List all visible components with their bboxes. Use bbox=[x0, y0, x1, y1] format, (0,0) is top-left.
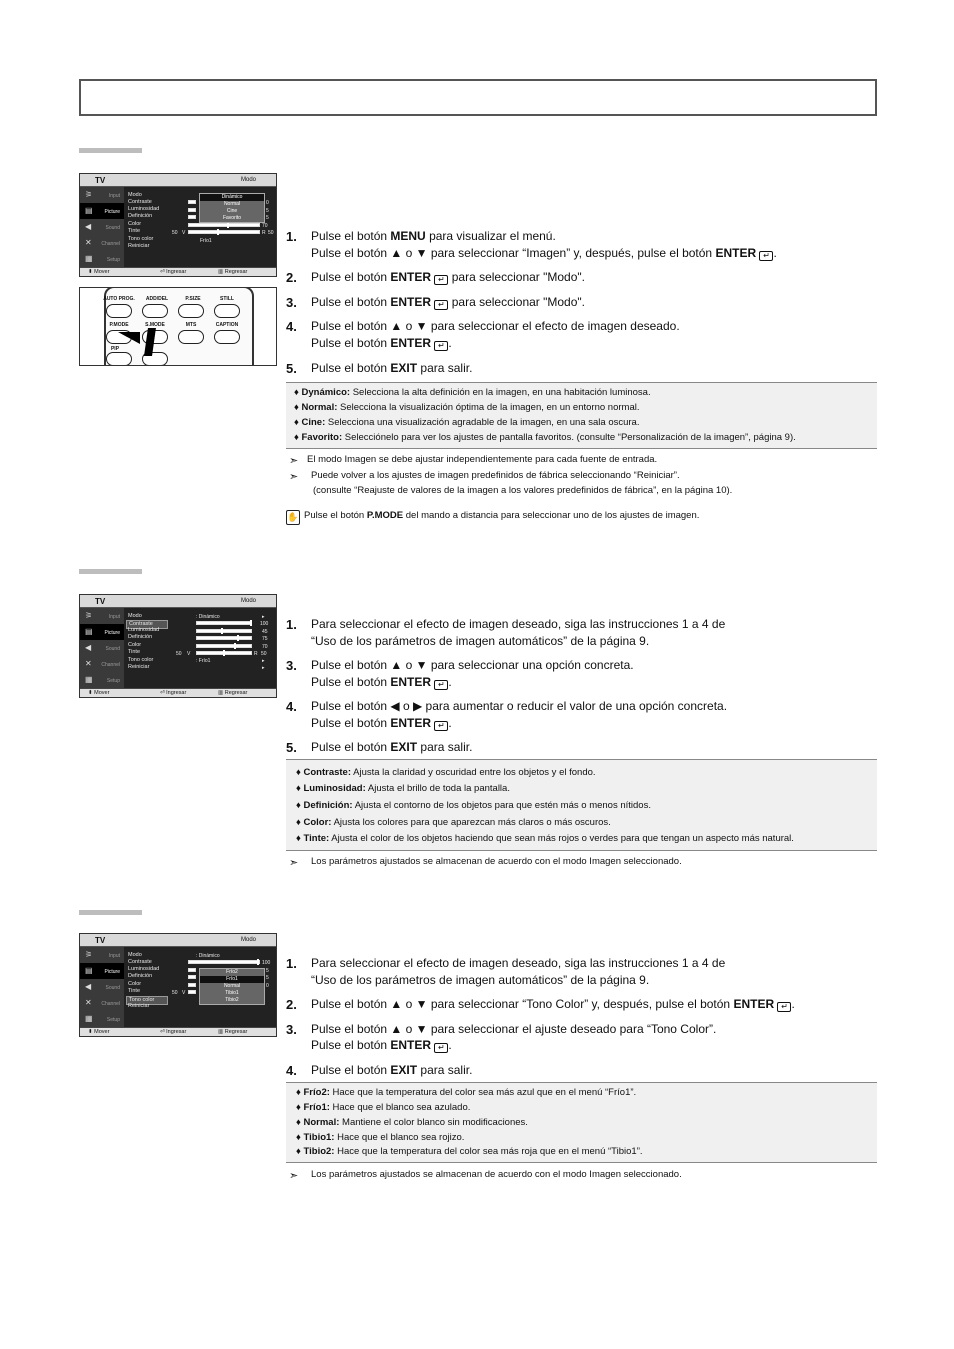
section-marker bbox=[79, 148, 142, 153]
osd-tint-right: 50 bbox=[268, 230, 274, 236]
osd-row-color: Color bbox=[128, 642, 142, 648]
osd-side-picture: Picture bbox=[104, 969, 120, 975]
bullet-item: ♦ Color: Ajusta los colores para que aparezcan más claros o más oscuros. bbox=[296, 817, 611, 828]
osd-side-input: Input bbox=[108, 614, 120, 620]
osd-value: 5 bbox=[266, 215, 269, 221]
setup-icon: ▦ bbox=[85, 1014, 93, 1023]
remote-button bbox=[142, 304, 168, 318]
step-number: 3. bbox=[286, 295, 297, 310]
remote-label: P.MODE bbox=[109, 322, 129, 328]
osd-value: 45 bbox=[262, 629, 268, 635]
osd-side-setup: Setup bbox=[106, 678, 120, 684]
osd-slider bbox=[188, 223, 260, 227]
osd-row-mode: Modo bbox=[128, 613, 142, 619]
remote-control-illustration bbox=[79, 287, 277, 366]
osd-value: 5 bbox=[266, 975, 269, 981]
osd-footer-return: ▥ Regresar bbox=[218, 690, 248, 696]
osd-menu bbox=[124, 947, 276, 1029]
osd-slider bbox=[196, 636, 252, 640]
bullet-item: ♦ Tibio2: Hace que la temperatura del color sea más roja que en el menú “Tibio1”. bbox=[296, 1146, 643, 1157]
osd-slider bbox=[188, 968, 196, 972]
remote-label: MTS bbox=[185, 322, 197, 328]
osd-side-setup: Setup bbox=[106, 257, 120, 263]
osd-row-contrast: Contraste bbox=[126, 620, 168, 629]
note-arrow-icon: ➣ bbox=[289, 1170, 299, 1182]
osd-slider bbox=[188, 230, 260, 234]
step-number: 4. bbox=[286, 319, 297, 334]
osd-footer bbox=[80, 267, 276, 276]
osd-tint-r: R bbox=[262, 230, 266, 236]
osd-menu bbox=[124, 187, 276, 269]
osd-option: Tibio2 bbox=[225, 997, 239, 1003]
osd-row-tint: Tinte bbox=[128, 988, 141, 994]
osd-arrow-icon: ▸ bbox=[262, 665, 265, 671]
osd-tv-label: TV bbox=[95, 936, 106, 945]
osd-slider bbox=[188, 983, 196, 987]
osd-tint-left: 50 bbox=[172, 230, 178, 236]
speaker-icon: ◀ bbox=[85, 643, 92, 652]
osd-side-input: Input bbox=[108, 953, 120, 959]
osd-option: Tibio1 bbox=[225, 990, 239, 996]
enter-icon: ↵ bbox=[434, 680, 448, 690]
osd-tint-right: 50 bbox=[261, 651, 267, 657]
osd-slider bbox=[188, 960, 260, 964]
bullet-item: ♦ Dynámico: Selecciona la alta definición en la imagen, en una habitación luminosa. bbox=[294, 387, 651, 398]
osd-row-tint: Tinte bbox=[128, 228, 141, 234]
osd-value: 100 bbox=[262, 960, 271, 966]
osd-value: 5 bbox=[266, 208, 269, 214]
enter-icon: ↵ bbox=[434, 300, 448, 310]
antenna-icon: ⚞ bbox=[85, 950, 93, 959]
osd-footer-return: ▥ Regresar bbox=[218, 269, 248, 275]
osd-side-sound: Sound bbox=[105, 225, 120, 231]
osd-tint-v: V bbox=[182, 230, 186, 236]
osd-mode-value: : Dinámico bbox=[196, 614, 220, 620]
osd-value: 70 bbox=[262, 644, 268, 650]
remote-hand-icon: ✋ bbox=[286, 510, 300, 525]
osd-side-sound: Sound bbox=[105, 985, 120, 991]
bullet-item: ♦ Normal: Selecciona la visualización óptima de la imagen, en un entorno normal. bbox=[294, 402, 640, 413]
bullet-item: ♦ Tibio1: Hace que el blanco sea rojizo. bbox=[296, 1132, 465, 1143]
speaker-icon: ◀ bbox=[85, 982, 92, 991]
osd-row-mode: Modo bbox=[128, 952, 142, 958]
osd-side-setup: Setup bbox=[106, 1017, 120, 1023]
osd-slider bbox=[196, 651, 252, 655]
tv-osd-panel-3 bbox=[79, 933, 277, 1037]
enter-icon: ↵ bbox=[759, 251, 773, 261]
osd-header bbox=[80, 595, 276, 608]
osd-row-tone: Tono color bbox=[128, 657, 154, 663]
mode-descriptions bbox=[286, 382, 877, 449]
remote-button bbox=[178, 330, 204, 344]
osd-option: Dinámico bbox=[200, 194, 264, 201]
section-marker bbox=[79, 569, 142, 574]
osd-option: Cine bbox=[226, 208, 238, 214]
remote-label: AUTO PROG. bbox=[103, 296, 135, 302]
osd-footer bbox=[80, 688, 276, 697]
osd-row-color: Color bbox=[128, 221, 142, 227]
remote-label: P.SIZE bbox=[185, 296, 201, 302]
antenna-icon: ⚞ bbox=[85, 190, 93, 199]
osd-value: 100 bbox=[260, 621, 269, 627]
speaker-icon: ◀ bbox=[85, 222, 92, 231]
osd-value: 75 bbox=[262, 636, 268, 642]
osd-row-tone: Tono color bbox=[128, 236, 154, 242]
osd-slider bbox=[196, 621, 252, 625]
osd-tint-v: V bbox=[187, 651, 191, 657]
osd-row-reset: Reiniciar bbox=[128, 1003, 150, 1009]
osd-row-tint: Tinte bbox=[128, 649, 141, 655]
tone-descriptions bbox=[286, 1082, 877, 1163]
osd-mode-dropdown bbox=[199, 193, 265, 223]
osd-footer bbox=[80, 1027, 276, 1036]
enter-icon: ↵ bbox=[777, 1002, 791, 1012]
antenna-icon: ⚞ bbox=[85, 611, 93, 620]
note-arrow-icon: ➣ bbox=[289, 857, 299, 869]
osd-slider bbox=[188, 990, 196, 994]
enter-icon: ↵ bbox=[434, 275, 448, 285]
osd-row-sharpness: Definición bbox=[128, 634, 153, 640]
setting-descriptions bbox=[286, 759, 877, 851]
osd-tv-label: TV bbox=[95, 176, 106, 185]
step-number: 4. bbox=[286, 1063, 297, 1078]
pointer-arrow bbox=[118, 332, 140, 344]
step-number: 4. bbox=[286, 699, 297, 714]
osd-footer-move: ⬍ Mover bbox=[88, 1029, 110, 1035]
setup-icon: ▦ bbox=[85, 254, 93, 263]
osd-row-color: Color bbox=[128, 981, 142, 987]
satellite-icon: ✕ bbox=[85, 659, 92, 668]
page-title-box bbox=[79, 79, 877, 116]
bullet-item: ♦ Luminosidad: Ajusta el brillo de toda la pantalla. bbox=[296, 783, 510, 794]
osd-slider bbox=[188, 975, 196, 979]
bullet-item: ♦ Tinte: Ajusta el color de los objetos haciendo que sean más rojos o verdes para que tengan un aspecto más natural. bbox=[296, 833, 794, 844]
bullet-item: ♦ Normal: Mantiene el color blanco sin modificaciones. bbox=[296, 1117, 528, 1128]
osd-tone-value: : Frío1 bbox=[196, 658, 211, 664]
bullet-item: ♦ Frío1: Hace que el blanco sea azulado. bbox=[296, 1102, 471, 1113]
osd-slider bbox=[188, 208, 196, 212]
remote-label: S.MODE bbox=[145, 322, 165, 328]
osd-option: Normal bbox=[223, 201, 241, 207]
osd-side-picture: Picture bbox=[104, 209, 120, 215]
bullet-item: ♦ Definición: Ajusta el contorno de los objetos para que estén más o menos nítidos. bbox=[296, 800, 651, 811]
setup-icon: ▦ bbox=[85, 675, 93, 684]
step-number: 1. bbox=[286, 956, 297, 971]
step-1: 1. Pulse el botón MENU para visualizar el menú. Pulse el botón ▲ o ▼ para seleccionar “Imagen” y, después, pulse el botón ENTER ↵ . bbox=[286, 229, 777, 260]
remote-label: CAPTION bbox=[215, 322, 239, 328]
step-number: 3. bbox=[286, 1022, 297, 1037]
bullet-item: ♦ Frío2: Hace que la temperatura del color sea más azul que en el menú “Frío1”. bbox=[296, 1087, 637, 1098]
osd-footer-move: ⬍ Mover bbox=[88, 690, 110, 696]
osd-tint-r: R bbox=[254, 651, 258, 657]
osd-footer-enter: ⏎ Ingresar bbox=[160, 1029, 187, 1035]
osd-mode-label: Modo bbox=[240, 177, 256, 183]
osd-value: 70 bbox=[262, 223, 268, 229]
note-arrow-icon: ➣ bbox=[289, 471, 299, 483]
osd-footer-move: ⬍ Mover bbox=[88, 269, 110, 275]
osd-slider bbox=[196, 644, 252, 648]
osd-tint-v: V bbox=[182, 990, 186, 996]
remote-button bbox=[106, 304, 132, 318]
step-number: 1. bbox=[286, 617, 297, 632]
osd-tone-value: Frío1 bbox=[200, 238, 212, 244]
osd-sidebar bbox=[80, 608, 124, 690]
remote-button bbox=[214, 304, 240, 318]
osd-sidebar bbox=[80, 947, 124, 1029]
osd-arrow-icon: ▸ bbox=[262, 614, 265, 620]
osd-slider bbox=[188, 200, 196, 204]
bullet-item: ♦ Favorito: Selecciónelo para ver los ajustes de pantalla favoritos. (consulte “Personalización de la imagen”, página 9). bbox=[294, 432, 796, 443]
osd-value: 0 bbox=[266, 983, 269, 989]
osd-sidebar bbox=[80, 187, 124, 269]
remote-label: ADD/DEL bbox=[145, 296, 169, 302]
osd-row-mode: Modo bbox=[128, 192, 142, 198]
osd-row-reset: Reiniciar bbox=[128, 243, 150, 249]
picture-icon: ▤ bbox=[85, 206, 93, 215]
tv-osd-panel-1 bbox=[79, 173, 277, 277]
osd-row-contrast: Contraste bbox=[128, 959, 152, 965]
osd-row-brightness: Luminosidad bbox=[128, 966, 160, 972]
osd-side-channel: Channel bbox=[101, 1001, 120, 1007]
osd-mode-label: Modo bbox=[240, 598, 256, 604]
osd-value: 0 bbox=[266, 200, 269, 206]
osd-side-channel: Channel bbox=[101, 241, 120, 247]
osd-side-channel: Channel bbox=[101, 662, 120, 668]
osd-tint-left: 50 bbox=[176, 651, 182, 657]
osd-option: Favorito bbox=[222, 215, 242, 221]
osd-footer-return: ▥ Regresar bbox=[218, 1029, 248, 1035]
osd-row-tone: Tono color bbox=[126, 996, 168, 1005]
osd-header bbox=[80, 934, 276, 947]
remote-button bbox=[214, 330, 240, 344]
osd-header bbox=[80, 174, 276, 187]
osd-side-picture: Picture bbox=[104, 630, 120, 636]
osd-row-brightness: Luminosidad bbox=[128, 206, 160, 212]
osd-menu bbox=[124, 608, 276, 690]
osd-row-brightness: Luminosidad bbox=[128, 627, 160, 633]
osd-side-sound: Sound bbox=[105, 646, 120, 652]
enter-icon: ↵ bbox=[434, 721, 448, 731]
osd-option: Normal bbox=[223, 983, 241, 989]
remote-label: PIP bbox=[110, 346, 120, 352]
pip-button bbox=[106, 352, 132, 366]
step-number: 2. bbox=[286, 270, 297, 285]
osd-row-contrast: Contraste bbox=[128, 199, 152, 205]
satellite-icon: ✕ bbox=[85, 998, 92, 1007]
picture-icon: ▤ bbox=[85, 966, 93, 975]
osd-value: 5 bbox=[266, 968, 269, 974]
osd-option: Frío1 bbox=[200, 976, 264, 983]
osd-slider bbox=[196, 629, 252, 633]
satellite-icon: ✕ bbox=[85, 238, 92, 247]
bullet-item: ♦ Cine: Selecciona una visualización agradable de la imagen, en una sala oscura. bbox=[294, 417, 640, 428]
step-number: 1. bbox=[286, 229, 297, 244]
osd-row-sharpness: Definición bbox=[128, 973, 153, 979]
step-number: 5. bbox=[286, 740, 297, 755]
osd-row-sharpness: Definición bbox=[128, 213, 153, 219]
tv-osd-panel-2 bbox=[79, 594, 277, 698]
osd-slider bbox=[188, 215, 196, 219]
enter-icon: ↵ bbox=[434, 341, 448, 351]
osd-tone-dropdown bbox=[199, 968, 265, 1005]
osd-mode-value: : Dinámico bbox=[196, 953, 220, 959]
osd-row-reset: Reiniciar bbox=[128, 664, 150, 670]
osd-tv-label: TV bbox=[95, 597, 106, 606]
section-marker bbox=[79, 910, 142, 915]
osd-tint-left: 50 bbox=[172, 990, 178, 996]
osd-side-input: Input bbox=[108, 193, 120, 199]
enter-icon: ↵ bbox=[434, 1043, 448, 1053]
step-number: 2. bbox=[286, 997, 297, 1012]
osd-arrow-icon: ▸ bbox=[262, 658, 265, 664]
osd-footer-enter: ⏎ Ingresar bbox=[160, 690, 187, 696]
osd-footer-enter: ⏎ Ingresar bbox=[160, 269, 187, 275]
osd-option: Frío2 bbox=[226, 969, 238, 975]
step-number: 5. bbox=[286, 361, 297, 376]
remote-button bbox=[178, 304, 204, 318]
step-number: 3. bbox=[286, 658, 297, 673]
remote-label: STILL bbox=[220, 296, 234, 302]
osd-mode-label: Modo bbox=[240, 937, 256, 943]
note-arrow-icon: ➣ bbox=[289, 455, 299, 467]
picture-icon: ▤ bbox=[85, 627, 93, 636]
bullet-item: ♦ Contraste: Ajusta la claridad y oscuridad entre los objetos y el fondo. bbox=[296, 767, 596, 778]
